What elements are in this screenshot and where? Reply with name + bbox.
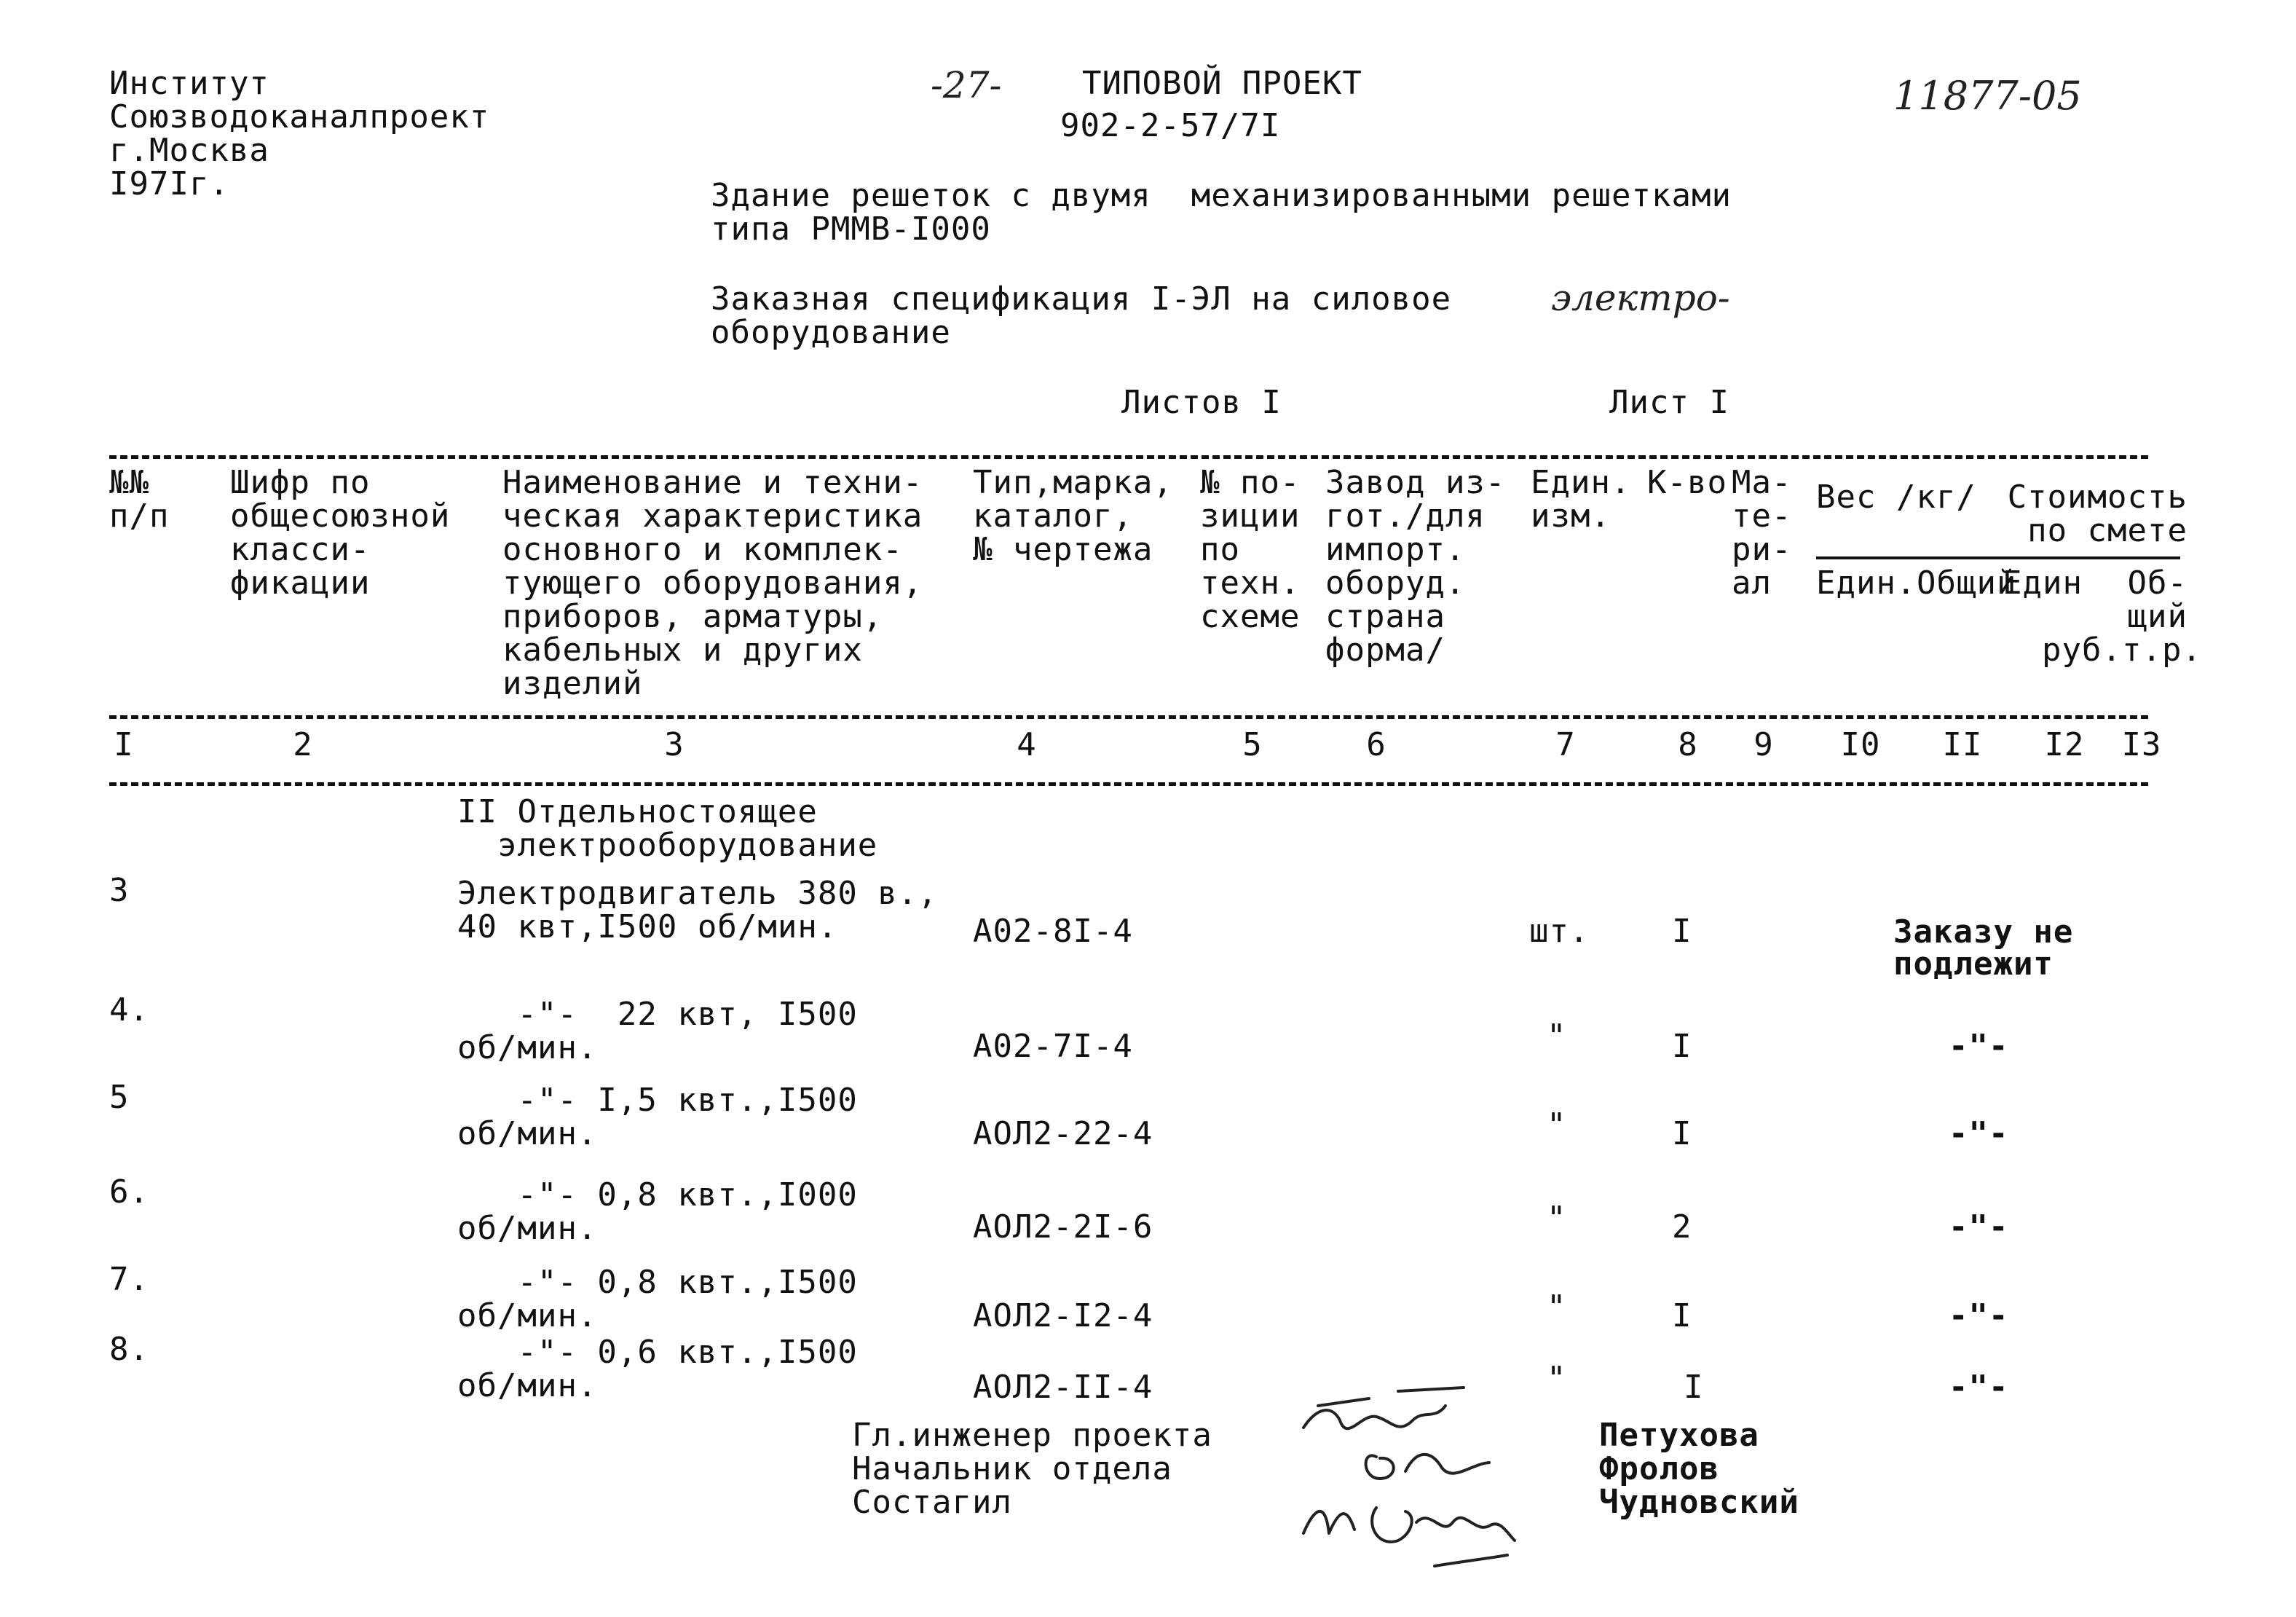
header-col-2: Шифр по общесоюзной класси- фикации [230, 464, 451, 602]
subheader-cost-total: Об- щий [2127, 564, 2187, 635]
header-weight: Вес /кг/ [1816, 479, 1976, 516]
row-type: АОЛ2-II-4 [973, 1369, 1153, 1406]
page-number: -27- [931, 64, 1002, 106]
row-type: А02-8I-4 [973, 913, 1133, 950]
row-number: 4. [109, 991, 149, 1028]
section-title: II Отдельностоящее электрооборудование [457, 793, 878, 864]
column-number: I [114, 726, 134, 763]
column-number: I2 [2044, 726, 2085, 763]
row-note: -"- [1949, 1115, 2009, 1152]
header-col-7: Един. изм. [1531, 464, 1631, 535]
row-number: 5 [109, 1079, 130, 1116]
row-qty: I [1672, 1115, 1692, 1152]
row-unit: шт. [1529, 913, 1590, 950]
column-number: 7 [1555, 726, 1576, 763]
row-name: -"- 0,6 квт.,I500 об/мин. [457, 1334, 858, 1404]
row-unit: " [1547, 1106, 1567, 1144]
sheets-total: Листов I [1121, 384, 1282, 421]
subheader-weight-total: Общий [1917, 564, 2017, 602]
row-type: АОЛ2-2I-6 [973, 1208, 1153, 1246]
column-number: 3 [664, 726, 685, 763]
weight-cost-subrule [1816, 556, 2180, 559]
header-col-3: Наименование и техни- ческая характеристика основного и комплек- тующего оборудования, приборов, арматуры, кабельных и других изделий [502, 464, 923, 702]
header-col-8: К-во [1647, 464, 1727, 501]
row-unit: " [1547, 1200, 1567, 1237]
row-name: -"- 0,8 квт.,I500 об/мин. [457, 1264, 858, 1334]
row-note: -"- [1949, 1028, 2009, 1065]
row-unit: " [1547, 1018, 1567, 1055]
row-type: АОЛ2-22-4 [973, 1115, 1153, 1152]
signature-roles: Гл.инженер проекта Начальник отдела Состагил [852, 1417, 1212, 1521]
subheader-weight-unit: Един. [1816, 564, 1917, 602]
currency-units: руб.т.р. [2042, 632, 2202, 669]
archive-number: 11877-05 [1893, 73, 2082, 119]
row-qty: I [1672, 1297, 1692, 1334]
header-col-1: №№ п/п [109, 464, 170, 535]
row-number: 6. [109, 1173, 149, 1211]
row-qty: I [1672, 913, 1692, 950]
spec-title: Заказная спецификация I-ЭЛ на силовое [711, 280, 1452, 318]
spec-title-continuation: оборудование [711, 314, 951, 351]
row-type: АОЛ2-I2-4 [973, 1297, 1153, 1334]
row-qty: I [1684, 1369, 1704, 1406]
row-unit: " [1547, 1289, 1567, 1326]
header-col-6: Завод из- гот./для импорт. оборуд. страна форма/ [1325, 464, 1506, 669]
header-col-5: № по- зиции по техн. схеме [1200, 464, 1301, 635]
column-number: 5 [1242, 726, 1263, 763]
project-code: 902-2-57/7I [1060, 107, 1281, 144]
row-qty: 2 [1672, 1208, 1692, 1246]
column-number: 2 [293, 726, 313, 763]
row-unit: " [1547, 1360, 1567, 1397]
building-description: Здание решеток с двумя механизированными решетками типа РММВ-I000 [711, 177, 1732, 248]
row-number: 3 [109, 872, 130, 909]
row-number: 8. [109, 1331, 149, 1368]
row-name: -"- 22 квт, I500 об/мин. [457, 996, 858, 1066]
column-number: I0 [1840, 726, 1881, 763]
row-name: -"- I,5 квт.,I500 об/мин. [457, 1082, 858, 1152]
header-col-9: Ма- те- ри- ал [1732, 464, 1792, 602]
row-name: -"- 0,8 квт.,I000 об/мин. [457, 1176, 858, 1247]
column-numbers-rule [109, 782, 2148, 786]
subheader-cost-unit: Един [2003, 564, 2083, 602]
column-number: II [1942, 726, 1983, 763]
column-number: 8 [1678, 726, 1698, 763]
institute-block: Институт Союзводоканалпроект г.Москва I97Iг. [109, 65, 490, 202]
project-title: ТИПОВОЙ ПРОЕКТ [1082, 65, 1362, 102]
column-number: 9 [1753, 726, 1774, 763]
header-col-4: Тип,марка, каталог, № чертежа [973, 464, 1173, 568]
header-bottom-rule [109, 715, 2148, 719]
header-cost: Стоимость по смете [2007, 479, 2187, 549]
column-number: I3 [2121, 726, 2162, 763]
row-type: А02-7I-4 [973, 1028, 1133, 1065]
spec-title-handwritten: электро- [1551, 277, 1730, 319]
row-note: -"- [1949, 1297, 2009, 1334]
sheet-current: Лист I [1609, 384, 1729, 421]
row-number: 7. [109, 1261, 149, 1298]
row-note: -"- [1949, 1208, 2009, 1246]
table-top-rule [109, 455, 2148, 459]
row-note: -"- [1949, 1369, 2009, 1406]
column-number: 4 [1017, 726, 1037, 763]
row-note: Заказу не подлежит [1893, 913, 2074, 983]
handwritten-signatures [1289, 1377, 1551, 1595]
signature-names: Петухова Фролов Чудновский [1599, 1417, 1799, 1521]
column-number: 6 [1366, 726, 1386, 763]
row-name: Электродвигатель 380 в., 40 квт,I500 об/мин. [457, 875, 938, 945]
row-qty: I [1672, 1028, 1692, 1065]
